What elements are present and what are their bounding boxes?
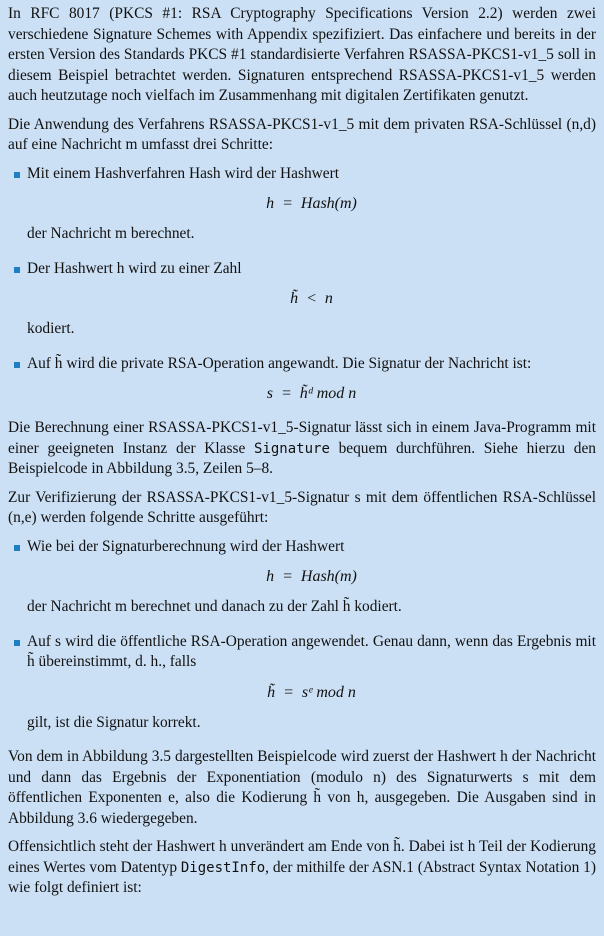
paragraph-java (8, 418, 596, 480)
verify-steps-list (8, 537, 596, 734)
verify-step-2-after: gilt, ist die Signatur korrekt. (27, 713, 201, 731)
paragraph-sign-intro: Die Anwendung des Verfahrens RSASSA-PKCS1-v1_5 mit dem privaten RSA-Schlüssel (n,d) auf eine Nachricht m umfasst drei Schritte: (8, 115, 596, 153)
paragraph-output: Von dem in Abbildung 3.5 dargestellten Beispielcode wird zuerst der Hashwert h der Nachricht und dann das Ergebnis der Exponentiation (modulo n) des Signaturwerts s mit dem öffentlichen Exponenten e, also die Kodierung h̃ von h, ausgegeben. Die Ausgaben sind in Abbildung 3.6 wiedergegeben. (8, 748, 596, 827)
sign-step-1-text: Mit einem Hashverfahren Hash wird der Hashwert (27, 164, 339, 182)
verify-step-2-formula: h̃ = sᵉ mod n (267, 683, 356, 701)
verify-step-1-after: der Nachricht m berechnet und danach zu der Zahl h̃ kodiert. (27, 598, 402, 615)
sign-step-3 (8, 354, 596, 405)
bullet-icon (14, 545, 20, 551)
paragraph-verify-intro: Zur Verifizierung der RSASSA-PKCS1-v1_5-Signatur s mit dem öffentlichen RSA-Schlüssel (n,e) werden folgende Schritte ausgeführt: (8, 488, 596, 526)
verify-step-1-text: Wie bei der Signaturberechnung wird der Hashwert (27, 537, 345, 555)
paragraph-java-text-a: Die Berechnung einer RSASSA-PKCS1-v1_5-Signatur lässt sich in einem Java-Programm mit einer geeigneten Instanz der Klasse (8, 419, 596, 457)
sign-step-3-text: Auf h̃ wird die private RSA-Operation angewandt. Die Signatur der Nachricht ist: (27, 354, 532, 372)
verify-step-1 (8, 537, 596, 618)
paragraph-digestinfo (8, 837, 596, 899)
sign-step-1-formula: h = Hash(m) (266, 195, 357, 212)
paragraph-java-text-b: bequem durchführen. Siehe hierzu den Beispielcode in Abbildung 3.5, Zeilen 5–8. (8, 439, 596, 477)
sign-step-2-after: kodiert. (27, 320, 75, 337)
paragraph-digestinfo-text-a: Offensichtlich steht der Hashwert h unverändert am Ende von h̃. Dabei ist h Teil der Kodierung eines Wertes vom Datentyp (8, 838, 596, 876)
sign-step-2 (8, 259, 596, 340)
verify-step-2 (8, 632, 596, 734)
verify-step-2-text: Auf s wird die öffentliche RSA-Operation angewendet. Genau dann, wenn das Ergebnis mit h̃ übereinstimmt, d. h., falls (27, 632, 596, 670)
code-signature: Signature (254, 440, 330, 457)
paragraph-intro: In RFC 8017 (PKCS #1: RSA Cryptography Specifications Version 2.2) werden zwei verschiedene Signature Schemes with Appendix spezifiziert. Das einfachere und bereits in der ersten Version des Standards PKCS #1 standardisierte Verfahren RSASSA-PKCS1-v1_5 soll in diesem Beispiel betrachtet werden. Signaturen entsprechend RSASSA-PKCS1-v1_5 werden auch heutzutage noch vielfach im Zusammenhang mit digitalen Zertifikaten genutzt. (8, 5, 596, 104)
sign-steps-list (8, 164, 596, 405)
verify-step-1-formula: h = Hash(m) (266, 568, 357, 585)
bullet-icon (14, 267, 20, 273)
sign-step-2-formula: h̃ < n (290, 290, 333, 307)
code-digestinfo: DigestInfo (180, 859, 266, 876)
bullet-icon (14, 640, 20, 646)
bullet-icon (14, 362, 20, 368)
paragraph-digestinfo-text-b: , der mithilfe der ASN.1 (Abstract Syntax Notation 1) wie folgt definiert ist: (8, 858, 596, 896)
sign-step-1 (8, 164, 596, 245)
sign-step-1-after: der Nachricht m berechnet. (27, 225, 195, 242)
sign-step-3-formula: s = h̃ᵈ mod n (266, 385, 357, 402)
bullet-icon (14, 172, 20, 178)
sign-step-2-text: Der Hashwert h wird zu einer Zahl (27, 259, 242, 277)
